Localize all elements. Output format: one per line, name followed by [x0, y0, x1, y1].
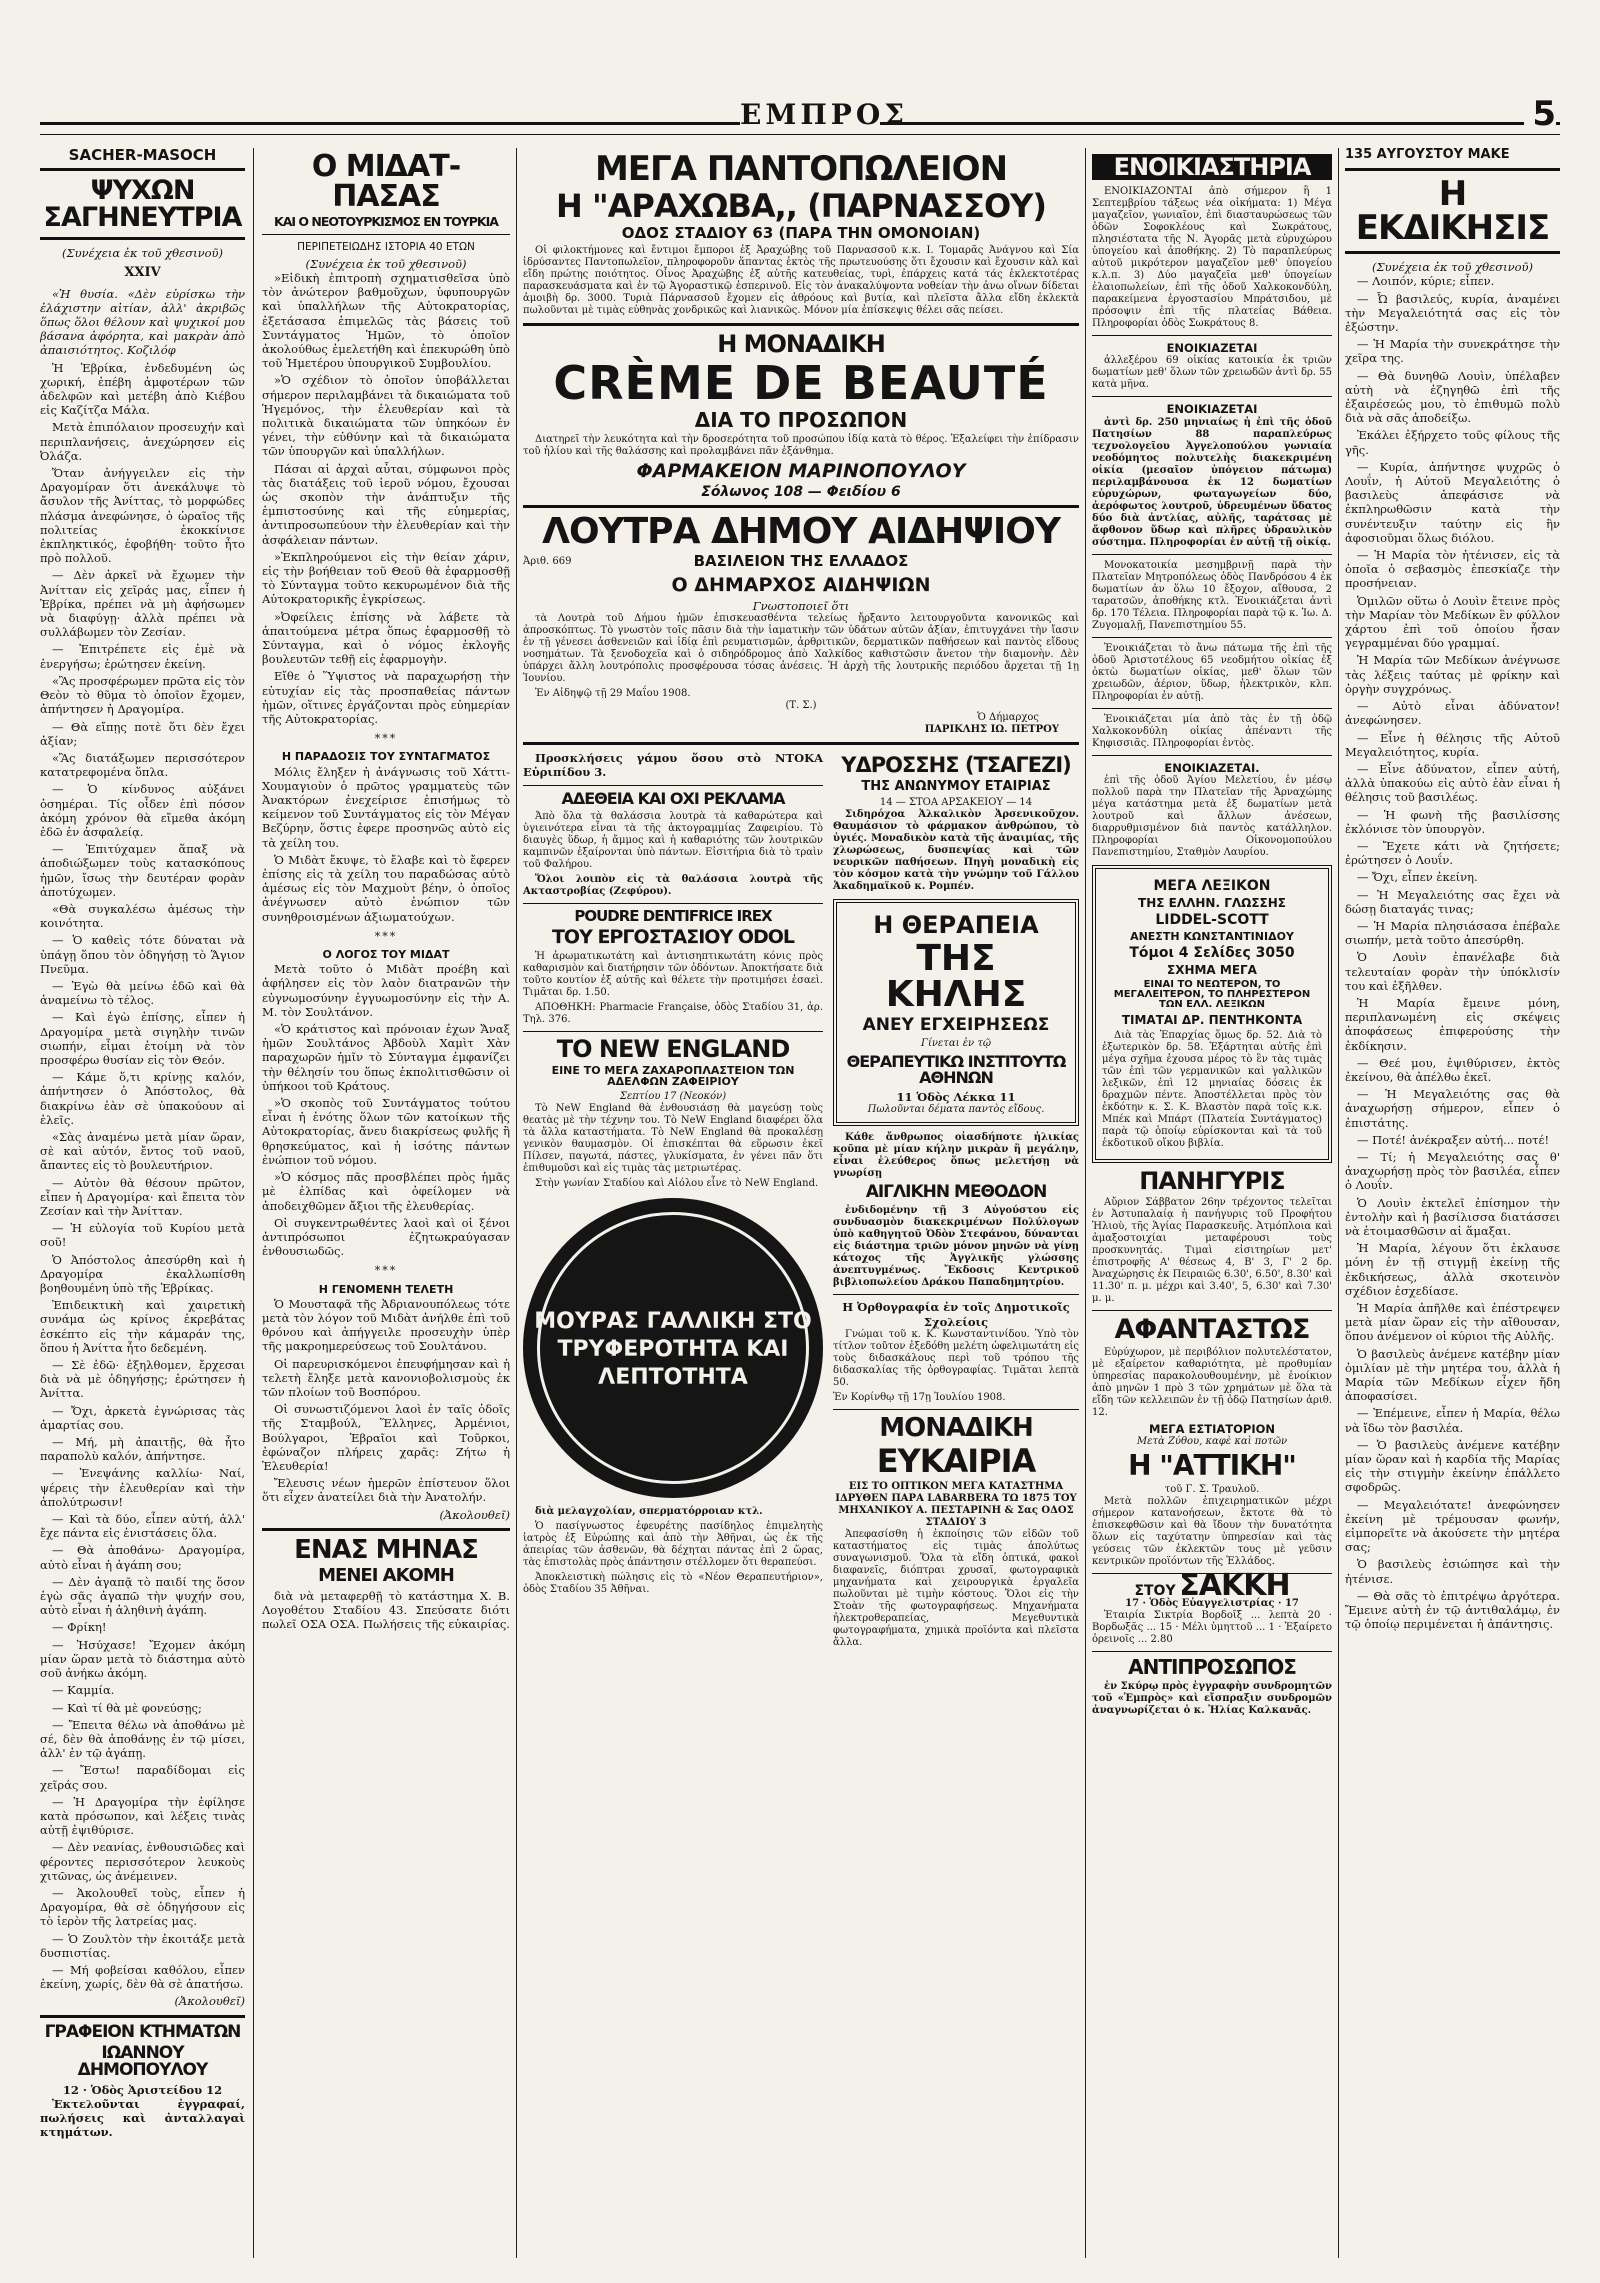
- ad-title: ΑΝΤΙΠΡΟΣΩΠΟΣ: [1128, 1655, 1296, 1680]
- paragraph: — Ἡ Μεγαλειότης σας θὰ ἀναχωρήσῃ σήμερον, εἶπεν ὁ ἐπιστάτης.: [1345, 1087, 1560, 1130]
- paragraph: — Ἐπέμεινε, εἶπεν ἡ Μαρία, θέλω νὰ ἴδω τὸν βασιλέα.: [1345, 1406, 1560, 1435]
- paragraph: — Καὶ τὰ δύο, εἶπεν αὐτή, ἀλλ' ἔχε πάντα εἰς ἐνιστάσεις ὅλα.: [40, 1512, 245, 1541]
- ad-text: τὰ Λουτρὰ τοῦ Δήμου ἡμῶν ἐπισκευασθέντα τελείως ἤρξαντο λειτουργοῦντα κανονικῶς καὶ ἀπροσκόπτως. Τὸ γνωστὸν τοῖς πᾶσιν διὰ τὴν ἰαματικὴν τῶν ὑδάτων αὐτῶν ἀξίαν, ἐπιτυγχάνει τὴν ἴασιν ἐν τῇ γένεσει ἀσθενειῶν καὶ ἰδίᾳ ἐπὶ ρευματισμῶν, ἀρθριτικῶν, δερματικῶν παθήσεων καὶ παντὸς εἴδους νοσημάτων. Τὰ ξενοδοχεῖα καὶ ὁ σιδηρόδρομος ἀπὸ Χαλκίδος καθιστῶσιν ἄνετον τὴν διαμονὴν. Δὲν ὑπάρχει ἄλλη λουτρόπολις προσφέρουσα τόσας ἀνέσεις. Ἡ ἀρχὴ τῆς λουτρικῆς περιόδου ἄρχεται τῇ 1ῃ Ἰουνίου.: [523, 613, 1079, 685]
- column-divider: [1085, 148, 1086, 2258]
- article-kicker: ΠΕΡΙΠΕΤΕΙΩΔΗΣ ΙΣΤΟΡΙΑ 40 ΕΤΩΝ: [297, 240, 475, 253]
- paragraph: Μετὰ τοῦτο ὁ Μιδὰτ προέβη καὶ ἀφήλησεν εἰς τὸν λαὸν διατρανῶν τὴν εὐγνωμοσύνην ἐγγυωμοσύνην εἰς τὴν Α. Μ. τὸν Σουλτάνον.: [262, 962, 510, 1019]
- ad-text: Μετὰ πολλῶν ἐπιχειρηματικῶν μέχρι σήμερον κατανοήσεων, ἔκτοτε θὰ τὸ ἐπισκεφθῶσιν καὶ θὰ ἴδουν τὴν δυνατότητα ὅλων εἰς ταχύτατην ὑπηρεσίαν καὶ τὰς γεύσεις τῶν ἐκλεκτῶν τους μὲ γεῦσιν κεντρικῶν προϊόντων τῆς Ἑλλάδος.: [1092, 1496, 1332, 1568]
- paragraph: Ἡ Μαρία τῶν Μεδίκων ἀνέγνωσε τὰς λέξεις ταύτας μὲ φρίκην καὶ ὀργὴν συγχρόνως.: [1345, 653, 1560, 696]
- paragraph: — Καὶ τί θὰ μὲ φονεύσῃς;: [52, 1700, 202, 1715]
- paragraph: »Ὁ σκοπὸς τοῦ Συντάγματος τούτου εἶναι ἡ ἑνότης ὅλων τῶν κατοίκων τῆς Αὐτοκρατορίας, ἄνευ διακρίσεως φυλῆς ἢ θρησκεύματος, καὶ ἡ ἰσότης πάντων ἐνώπιον τοῦ νόμου.: [262, 1096, 510, 1167]
- ad-by: ΑΝΕΣΤΗ ΚΩΝΣΤΑΝΤΙΝΙΔΟΥ: [1130, 929, 1294, 943]
- paragraph: — Ἀκολουθεῖ τοὺς, εἶπεν ἡ Δραγομίρα, θὰ σὲ ὁδηγήσουν εἰς τὸ ἱερὸν τῆς λατρείας μας.: [40, 1885, 245, 1929]
- ad-number: Ἀριθ. 669: [523, 556, 572, 567]
- column-midhat-pasha: [262, 148, 510, 2258]
- paragraph: Ἡ Μαρία ἔμεινε μόνη, περιπλανωμένη εἰς σκέψεις ἀποφάσεως ἐπιφερούσης τὴν ἐκδίκησιν.: [1345, 995, 1560, 1053]
- ad-title: ΕΝΟΙΚΙΑΖΕΤΑΙ: [1166, 341, 1258, 356]
- column-divider: [253, 148, 254, 2258]
- masthead: [40, 94, 1560, 142]
- ad-title: ΤΗΣ ΚΗΛΗΣ: [885, 938, 1027, 1016]
- divider: [833, 1409, 1079, 1410]
- ad-title: ΓΡΑΦΕΙΟΝ ΚΤΗΜΑΤΩΝ: [44, 2021, 241, 2042]
- paragraph: — Φρίκη!: [52, 1620, 107, 1635]
- ad-pre: ΜΕΓΑ ΕΣΤΙΑΤΟΡΙΟΝ: [1149, 1421, 1275, 1436]
- paragraph: — Ἔχετε κάτι νὰ ζητήσετε; ἐρώτησεν ὁ Λουΐν.: [1345, 838, 1560, 868]
- divider: [1092, 708, 1332, 709]
- ad-text: Σιδηρόχοα Ἀλκαλικὸν Ἀρσενικοῦχον. Θαυμάσιον τὸ φάρμακον ἀνθρώπου, τὸ ὑγιές. Μοναδικὸν κατὰ τῆς ἀναιμίας, τῆς χλωρώσεως, δυσπεψίας καὶ τῶν νευρικῶν παθήσεων. Πηγὴ μοναδικὴ εἰς τὸν κόσμον κατὰ τὴν γνώμην τοῦ Γάλλου Ἀκαδημαϊκοῦ κ. Ρομπέν.: [833, 809, 1079, 893]
- article-title: Ο ΜΙΔΑΤ-ΠΑΣΑΣ: [311, 149, 461, 214]
- paragraph: — Ἡ Μαρία τὸν ἠτένισεν, εἰς τὰ ὁποῖα ὁ σεβασμὸς ἐπεσκίαζε τὴν προσήνειαν.: [1345, 548, 1560, 591]
- ad-address: 14 — ΣΤΟΑ ΑΡΣΑΚΕΙΟΥ — 14: [879, 797, 1033, 809]
- section-heading: Η ΓΕΝΟΜΕΝΗ ΤΕΛΕΤΗ: [318, 1282, 454, 1296]
- paragraph: — Δὲν ἀρκεῖ νὰ ἔχωμεν τὴν Ἀνίτταν εἰς χεῖράς μας, εἶπεν ἡ Ἐβρίκα, πρέπει νὰ μὴ ἀφήσωμεν νὰ διαφύγῃ· ἀλλὰ πρέπει νὰ συλλάβωμεν τὸν Ζεσίαν.: [40, 568, 245, 640]
- ad-title: ΕΝΑΣ ΜΗΝΑΣ: [294, 1534, 478, 1565]
- ad-title: ΕΝΟΙΚΙΑΖΕΤΑΙ: [1166, 402, 1258, 417]
- divider: [523, 1031, 823, 1032]
- ad-creme-de-beaute: [523, 332, 1079, 499]
- divider: [40, 2015, 245, 2018]
- paragraph: — Τί; ἡ Μεγαλειότης σας θ' ἀναχωρήσῃ πρὸς τὸν βασιλέα, εἶπεν ὁ Λουΐν.: [1345, 1149, 1560, 1193]
- paragraph: — Δὲν νεανίας, ἐνθουσιῶδες καὶ φέροντες περισσότερον λευκοὺς χιτῶνας, ὡς ἀνέμεινεν.: [40, 1840, 245, 1883]
- ad-name: ΙΩΑΝΝΟΥ ΔΗΜΟΠΟΥΛΟΥ: [77, 2042, 208, 2080]
- newspaper-title: ΕΜΠΡΟΣ: [740, 98, 909, 131]
- divider: [1092, 554, 1332, 555]
- ad-text: Τὸ NeW England θὰ ἐνθουσιάσῃ θὰ μαγεύσῃ τοὺς θεατὰς μὲ τὴν τέχνην του. Τὸ NeW England διαφέρει ὅλα τὰ ἄλλα καταστήματα. Τὸ NeW England θὰ προκαλέσῃ γενικὸν θαυμασμὸν. Οἱ ἐπισκέπται θὰ εὕρωσιν ἐκεῖ Πίλσεν, παγωτά, πάστες, γλυκίσματα, ἐν γένει πᾶν ὅτι ἐπιθυμοῦσι καὶ εἰς τιμὰς τὰς μετριωτέρας.: [523, 1102, 823, 1174]
- ad-arachova: [523, 149, 1079, 317]
- classifieds-title: ΕΝΟΙΚΙΑΣΤΗΡΙΑ: [1113, 153, 1311, 181]
- continuation-note: (Συνέχεια ἐκ τοῦ χθεσινοῦ): [1372, 260, 1533, 275]
- paragraph: Οἱ παρευρισκόμενοι ἐπευφήμησαν καὶ ἡ τελετὴ ἔληξε μετὰ κανονιοβολισμοὺς ἐκ τῶν πλοίων τοῦ Βοσπόρου.: [262, 1356, 510, 1399]
- ad-shop: ΦΑΡΜΑΚΕΙΟΝ ΜΑΡΙΝΟΠΟΥΛΟΥ: [636, 460, 966, 482]
- divider: [1092, 335, 1332, 336]
- continued-note: (Ἀκολουθεῖ): [174, 1994, 245, 2009]
- paragraph: — Ἐνεψάνης καλλίω· Ναί, ψέρεις τὴν ἐλευθερίαν καὶ τὴν ἀπολύτρωσιν!: [40, 1466, 245, 1509]
- paragraph: — Ἐπιτρέπετε εἰς ἐμὲ νὰ ἐνεργήσω; ἐρώτησεν ἐκείνη.: [40, 642, 245, 671]
- novel-author: SACHER-MASOCH: [68, 148, 217, 164]
- ad-subtitle: ΜΕΝΕΙ ΑΚΟΜΗ: [318, 1564, 454, 1586]
- ad-text: Ἐκτελοῦνται ἐγγραφαί, πωλήσεις καὶ ἀνταλλαγαὶ κτημάτων.: [40, 2096, 245, 2140]
- paragraph: Μετὰ ἐπιπόλαιον προσευχήν καὶ περιπλανήσεις, ἀνεχώρησεν εἰς Ὀλάζα.: [40, 420, 245, 463]
- ad-text: Ἐνοικιάζεται τὸ ἄνω πάτωμα τῆς ἐπὶ τῆς ὁδοῦ Ἀριστοτέλους 65 νεοδμήτου οἰκίας ἐξ ὀκτὼ δωματίων οἰκίας, μεθ' ὅλων τῶν χρειωδῶν, ἀέριον, ὕδωρ, ἠλεκτρικὸν, κλπ. Πληροφορίαι ἐν αὐτῇ.: [1092, 642, 1332, 702]
- ad-signer: ΠΑΡΙΚΛΗΣ ΙΩ. ΠΕΤΡΟΥ: [924, 724, 1059, 736]
- paragraph: — Θὰ δυνηθῶ Λουὶν, ὑπέλαβεν αὐτὴ νὰ ἐζηγηθῶ ἐπὶ τῆς ἐξαιρέσεώς μου, τὸ ἐπιθυμῶ πολὺ διὰ νὰ σᾶς ἀποδείξω.: [1345, 368, 1560, 426]
- paragraph: — Θὰ εἴπῃς ποτὲ ὅτι δὲν ἔχει ἀξίαν;: [40, 719, 245, 748]
- ad-date: Ἐν Κορίνθῳ τῇ 17ῃ Ἰουλίου 1908.: [833, 1391, 1006, 1403]
- paragraph: — Ἐγὼ θὰ μείνω ἐδῶ καὶ θὰ ἀναμείνω τὸ τέλος.: [40, 978, 245, 1008]
- ad-seal: (Τ. Σ.): [785, 700, 817, 712]
- divider: [40, 168, 245, 171]
- paragraph: — Ποτέ! ἀνέκραξεν αὐτή... ποτέ!: [1357, 1132, 1550, 1147]
- column-serial-revenge: [1345, 148, 1560, 2258]
- novel-author: 135 ΑΥΓΟΥΣΤΟΥ ΜΑΚΕ: [1345, 148, 1510, 162]
- ad-text: Οἱ φιλοκτήμονες καὶ ἔντιμοι ἔμποροι ἐξ Ἀραχώβης τοῦ Παρνασσοῦ κ.κ. Ι. Τομαρᾶς Ἀνάγνου καὶ Σία ἱδρύσαντες Παντοπωλεῖον, πληροφοροῦν ἅπαντας ἐκτὸς τῆς πρωτευούσης ὅτι ἔχουσιν καὶ ἔχουσιν κὰλ καὶ εἴδη πρώτης ποιότητος. Οἶνος Ἀραχώβης ἐξ αὐτῆς κατευθείας, τυρὶ, ἐπάρχεις κατά τάς ἐκλεκτοτέρας παρασκευάσματα καὶ ἐν τῷ Ἀγοραστικῷ ἑσπερινοῦ. Εἰς τὸν ἀνακαλύψοντα νοθείαν τὴν ἀνω οἴνων δίδεται ἀμοιβὴ δρ. 3000. Τυριὰ Πάρνασσοῦ ἔχομεν εἰς ἀθρόους καὶ βυτία, καὶ πλεῖστα ἄλλα εἴδη ἐκλεκτὰ πωλοῦνται μὲ τιμὰς εὐθηνὰς χονδρικῶς καὶ λιανικῶς. Μόνον μία ἐπίσκεψις θέλει σᾶς πείσει.: [523, 245, 1079, 316]
- ad-claim: ΕΙΝΑΙ ΤΟ ΝΕΩΤΕΡΟΝ, ΤΟ ΜΕΓΑΛΕΙΤΕΡΟΝ, ΤΟ ΠΛΗΡΕΣΤΕΡΟΝ ΤΩΝ ΕΛΛ. ΛΕΞΙΚΩΝ: [1113, 978, 1311, 1010]
- ad-text: ἐπὶ τῆς ὁδοῦ Ἀγίου Μελετίου, ἐν μέσῳ πολλοῦ παρὰ την Πλατεῖαν τῆς Ἀρναχώμης μέγα κατάστημα μετὰ ἐξ δωματίων μετὰ λουτροῦ καὶ ἄλλων ἀνέσεων, διαρρυθμισμένον διὰ παντὸς κατάλληλον. Πληροφορίαι Οἰκονομοπούλου Πανεπιστημίου, Σταθμὸν Λαυρίου.: [1092, 774, 1332, 858]
- seal-text: ΜΟΥΡΑΣ ΓΑΛΛΙΚΗ ΣΤΟ ΤΡΥΦΕΡΟΤΗΤΑ ΚΑΙ ΛΕΠΤΟΤΗΤΑ: [534, 1308, 812, 1390]
- column-divider: [516, 148, 517, 2258]
- ad-right-column: [833, 751, 1079, 1652]
- ad-note: Γίνεται ἐν τῷ: [921, 1038, 991, 1050]
- paragraph: Ὅταν ἀνήγγειλεν εἰς τὴν Δραγομίραν ὅτι ἀνεκάλυψε τὸ ἄσυλον τῆς Ἀνίττας, τὸ μορφώδες πλάσμα ἀνεφώνησε, ὁ ὡραῖος τῆς πολιτείας ἐκοκκίνισε ἐκπληκτικός, ἐφοβήθη· τοῦτο ἦτο πρὸ πολλοῦ.: [40, 466, 245, 566]
- paragraph: — Ὄχι, ἀρκετὰ ἐγνώρισας τὰς ἁμαρτίας σου.: [40, 1403, 245, 1432]
- ad-text: ἐνδιδομένην τῇ 3 Αὐγούστου εἰς συνδυασμὸν διακεκριμένων Πολύλογων ὑπὸ καθηγητοῦ Ὀδὸν Στεφάνου, δύνανται εἰς διάστημα τριῶν μόνον μηνῶν νὰ γίνῃ κάτοχος τῆς Ἀγγλικῆς γλώσσης ἀνεπτυγμένως. Ἔκδοσις Κεντρικοῦ βιβλιοπωλείου Δράκου Παπαδημητρίου.: [833, 1205, 1079, 1289]
- paragraph: Ὁ Μουσταφᾶ τῆς Ἀδριανουπόλεως τότε μετὰ τὸν λόγον τοῦ Μιδὰτ ἀνήλθε ἐπὶ τοῦ θρόνου καὶ ἀπήγγειλε προσευχὴν ὑπὲρ τῆς μακροημερεύσεως τοῦ Σουλτάνου.: [262, 1296, 510, 1354]
- continuation-note: (Συνέχεια ἐκ τοῦ χθεσινοῦ): [305, 256, 467, 271]
- paragraph: «Ἂς προσφέρωμεν πρῶτα εἰς τὸν Θεὸν τὸ θῦμα τὸ ὁποῖον ἔχομεν, ἀπήντησεν ἡ Δραγομίρα.: [40, 673, 245, 717]
- paragraph: »Ὁ κόσμος πᾶς προσβλέπει πρὸς ἡμᾶς μὲ ἐλπίδας καὶ ὀφείλομεν νὰ ἀποδειχθῶμεν ἄξιοι τῆς ἐλευθερίας.: [262, 1170, 510, 1213]
- paragraph: — Εἶνε ἡ θέλησις τῆς Αὐτοῦ Μεγαλειότητος, κυρία.: [1345, 730, 1560, 759]
- paragraph: — Μεγαλειότατε! ἀνεφώνησεν ἐκείνη μὲ τρέμουσαν φωνήν, εἰμπορεῖτε νὰ ἀκούσετε τὴν μητέρα σας;: [1345, 1497, 1560, 1555]
- article-subtitle: ΚΑΙ Ο ΝΕΟΤΟΥΡΚΙΣΜΟΣ ΕΝ ΤΟΥΡΚΙΑ: [274, 214, 498, 229]
- continuation-note: (Συνέχεια ἐκ τοῦ χθεσινοῦ): [62, 246, 223, 261]
- paragraph: — Κάμε ὅ,τι κρίνῃς καλόν, ἀπήντησεν ὁ Ἀπόστολος, θὰ διακρίνω ἐὰν σὲ ὑπακούουν αἱ ἐλεῖς.: [40, 1070, 245, 1127]
- ad-subtitle: ΤΟΥ ΕΡΓΟΣΤΑΣΙΟΥ ODOL: [551, 925, 795, 948]
- ad-signer-title: Ὁ Δήμαρχος: [977, 712, 1039, 724]
- ad-authors: LIDDEL-SCOTT: [1155, 911, 1269, 928]
- column-serial-novel: [40, 148, 245, 2258]
- ad-institute: ΘΕΡΑΠΕΥΤΙΚΩ ΙΝΣΤΙΤΟΥΤΩ ΑΘΗΝΩΝ: [846, 1052, 1066, 1088]
- ad-caption: διὰ μελαγχολίαν, σπερματόρροιαν κτλ.: [535, 1505, 763, 1517]
- divider: [40, 237, 245, 240]
- divider: [523, 323, 1079, 326]
- ad-mayor: Ο ΔΗΜΑΡΧΟΣ ΑΙΔΗΨΙΩΝ: [671, 574, 931, 596]
- ad-product: CRÈME DE BEAUTÉ: [553, 356, 1049, 410]
- ad-subtitle: ΤΗΣ ΕΛΛΗΝ. ΓΛΩΣΣΗΣ: [1138, 895, 1286, 910]
- paragraph: Ὁ Ἀπόστολος ἀπεσύρθη καὶ ἡ Δραγομίρα ἐκαλλωπίσθη βοηθουμένη ὑπὸ τῆς Ἐβρίκας.: [40, 1252, 245, 1296]
- ad-pre: Η ΜΟΝΑΔΙΚΗ: [717, 330, 885, 358]
- ad-title: ΠΑΝΗΓΥΡΙΣ: [1139, 1166, 1285, 1195]
- paragraph: — Ὁ βασιλεὺς ἀνέμενε κατέβην μίαν ὥραν καὶ ἡ καρδία τῆς Μαρίας εἰς τὴν στιγμὴν ἐκείνην ἐπάλλετο σφοδρῶς.: [1345, 1437, 1560, 1495]
- paragraph: — Ἡ φωνὴ τῆς βασιλίσσης ἐκλόνισε τὸν ὑπουργὸν.: [1345, 807, 1560, 836]
- ad-note: Πωλοῦνται δέματα παντὸς εἴδους.: [867, 1104, 1045, 1116]
- paragraph: — Καὶ ἐγὼ ἐπίσης, εἶπεν ἡ Δραγομίρα μετὰ σιγηλὴν τινῶν σιωπήν, εἶμαι ἑτοίμη νὰ τὸν προσφέρω θυσίαν εἰς τὸν Θεόν.: [40, 1010, 245, 1067]
- paragraph: «Ἂς διατάξωμεν περισσότερον κατατρεφομένα ὅπλα.: [40, 750, 245, 780]
- ad-title: Η ΘΕΡΑΠΕΙΑ: [873, 911, 1039, 940]
- ad-title: ΕΥΚΑΙΡΙΑ: [876, 1441, 1036, 1480]
- ad-kingdom: ΒΑΣΙΛΕΙΟΝ ΤΗΣ ΕΛΛΑΔΟΣ: [693, 552, 909, 570]
- ad-address: Ἀποκλειστικὴ πώλησις εἰς τὸ «Νέον Θεραπευτήριον», ὁδὸς Σταδίου 35 Ἀθῆναι.: [523, 1571, 823, 1595]
- paragraph: »Εἰδικὴ ἐπιτροπὴ σχηματισθεῖσα ὑπὸ τὸν ἀνώτερον βαθμοῦχων, ὑφυπουργῶν καὶ ὑπαλλήλων τῆς Αὐτοκρατορίας, ἐξετάσασα ἐπιμελῶς τὰς βάσεις τοῦ Συντάγματος Ἡμῶν, τὸ ὁποῖον ἀκολούθως ἐμελετήθη καὶ ἐπεκυρώθη ὑπὸ τοῦ Ἡμετέρου ὑπουργικοῦ Συμβουλίου.: [262, 270, 510, 371]
- ad-aidipsos-baths: [523, 511, 1079, 736]
- ad-address: ΟΔΟΣ ΣΤΑΔΙΟΥ 63 (ΠΑΡΑ ΤΗΝ ΟΜΟΝΟΙΑΝ): [621, 224, 981, 242]
- paragraph: — Θεέ μου, ἐψιθύρισεν, ἐκτὸς ἐκείνου, θὰ ἀπέλθω ἐκεῖ.: [1345, 1055, 1560, 1084]
- ad-name: Η "ΑΤΤΙΚΗ": [1128, 1449, 1296, 1483]
- ad-subtitle: ΔΙΑ ΤΟ ΠΡΟΣΩΠΟΝ: [694, 408, 908, 432]
- ad-format: ΣΧΗΜΑ ΜΕΓΑ: [1167, 962, 1257, 977]
- paragraph: Ἡ Μαρία, λέγουν ὅτι ἐκλαυσε μόνη ἐν τῇ στιγμῇ ἐκείνῃ τῆς ἐκδικήσεως, ἀλλὰ σκοτεινὸν σχέδιον ἐσχεδίασε.: [1345, 1241, 1560, 1298]
- ad-title: TO NEW ENGLAND: [556, 1034, 790, 1063]
- divider: [1345, 251, 1560, 254]
- column-classifieds: [1092, 148, 1332, 2258]
- paragraph: «Σὰς ἀναμένω μετὰ μίαν ὥραν, σὲ καὶ αὐτόν, ἔντος τοῦ ναοῦ, ἄπαντες εἰς τὸ βουλευτήριον.: [40, 1129, 245, 1173]
- divider: [1092, 755, 1332, 756]
- paragraph: — Σὲ ἐδῶ· ἐξηλθομεν, ἔρχεσαι διὰ νὰ μὲ ὁδηγήσῃς; ἐρώτησεν ἡ Ἀνίττα.: [40, 1358, 245, 1401]
- paragraph: — Ἡ Μαρία τὴν συνεκράτησε τὴν χεῖρα της.: [1345, 337, 1560, 366]
- ad-address: 11 Ὁδὸς Λέκκα 11: [896, 1090, 1016, 1105]
- paragraph: — Θὰ ἀποθάνω· Δραγομίρα, αὐτὸ εἶναι ἡ ἀγάπη σου;: [40, 1543, 245, 1572]
- paragraph: »Ὁ σχέδιον τὸ ὁποῖον ὑποβάλλεται σήμερον περιλαμβάνει τὰ δικαιώματα τοῦ Ἡγεμόνος, τὴν ἐλευθερίαν καὶ τὰ πολιτικὰ δικαιώματα τῶν ὑπηκόων ἐν γένει, τὴν εὐθύνην καὶ τὰ δικαιώματα τῶν ὑπουργῶν καὶ ὑπαλλήλων.: [262, 373, 510, 459]
- ad-subtitle: Μετὰ Ζύθου, καφὲ καὶ ποτῶν: [1136, 1436, 1288, 1448]
- ad-text: Ὁ πασίγνωστος ἐφευρέτης πασίδηλος ἐπιμελητὴς ἰατρὸς ἐξ Εὐρώπης καὶ ἀπὸ τὴν Ἀθῆναι, ὡς ἐκ τῆς ἀπειρίας τῶν ἀσθενῶν, θὰ δέχηται πάντας ἐπὶ 2 ὥρας, τὰς ἐπιστολὰς πρὸς ἀπάντησιν στέλλομεν ὅτι θεραπεύσι.: [523, 1520, 823, 1568]
- ad-shop-address: Σόλωνος 108 — Φειδίου 6: [701, 484, 901, 500]
- ad-text: Ἡ ἀρωματικωτάτη καὶ ἀντισηπτικωτάτη κόνις πρὸς καθαρισμὸν καὶ διατήρησιν τῶν ὀδόντων. Ἀποκτήσατε διὰ τοῦτο κουτίον ἐξ αὐτῆς καὶ θέλετε τὴν προτιμήσει ἐσαεὶ. Τιμᾶται δρ. 1.50.: [523, 950, 823, 998]
- divider: [1092, 637, 1332, 638]
- ad-title: Η Ὀρθογραφία ἐν τοῖς Δημοτικοῖς Σχολείοις: [842, 1300, 1070, 1329]
- ad-text: ἀντὶ δρ. 250 μηνιαίως ἡ ἐπὶ τῆς ὁδοῦ Πατησίων 88 παραπλεύρως τεχνολογεῖου Ἀγγελοπούλου γωνιαία νεοδόμητος πολυτελὴς διακεκριμένη οἰκία (μεσαῖον ὑπόγειον πάτωμα) περιλαμβάνουσα ἐκ 12 δωματίων εὐρυχώρων, φωταγωγείων δύο, ἀερόφωτος λουτροῦ, ὑδρευμένων ὕδατος δύο διὰ ἀντλίας, αὐλῆς, ταράτσας μὲ ἄφθονον ὕδωρ καὶ πλῆρες ὑδραυλικὸν σύστημα. Πληροφορίαι ἐν αὐτῇ τῇ οἰκίᾳ.: [1092, 416, 1332, 548]
- paragraph: — Ὦ βασιλεύς, κυρία, ἀναμένει τὴν Μεγαλειότητά σας εἰς τὸν ἐξώστην.: [1345, 291, 1560, 335]
- ad-title: ΜΕΓΑ ΛΕΞΙΚΟΝ: [1153, 877, 1271, 894]
- ad-price: ΤΙΜΑΤΑΙ ΔΡ. ΠΕΝΤΗΚΟΝΤΑ: [1121, 1012, 1303, 1027]
- separator-stars: ***: [374, 929, 398, 943]
- separator-stars: ***: [374, 1264, 398, 1278]
- paragraph: — Ὄχι, εἶπεν ἐκείνη.: [1357, 870, 1478, 885]
- column-advertisements: [523, 148, 1079, 2258]
- page-number: 5: [1524, 94, 1556, 134]
- ad-text: Ἐταιρία Σικτρία Βορδοῖξ ... λεπτὰ 20 · Βορδωξᾶς ... 15 · Μέλι ὑμηττοῦ ... 1 · Ἐξαίρετο ὀρεινοῖς ... 2.80: [1092, 1610, 1332, 1646]
- ad-text: Ἐνοικιάζεται μία ἀπὸ τὰς ἐν τῇ ὁδῷ Χαλκοκονδύλη οἰκίας ἀπέναντι τῆς Κηφισσιᾶς. Πληροφορίαι ἐντὸς.: [1092, 713, 1332, 749]
- paragraph: Οἱ συνωστιζόμενοι λαοὶ ἐν ταῖς ὁδοῖς τῆς Σταμβούλ, Ἕλληνες, Ἀρμένιοι, Βούλγαροι, Ἑβραῖοι καὶ Τοῦρκοι, ἐφώναζον πλήρεις χαρᾶς: Ζήτω ἡ Ἐλευθερία!: [262, 1402, 510, 1473]
- paragraph: »Ἐκπληρούμενοι εἰς τὴν θείαν χάριν, εἰς τὴν βοήθειαν τοῦ Θεοῦ θὰ ἐφαρμοσθῇ τὸ Σύνταγμα τοῦτο κεκυρωμένον διὰ τῆς Αὐτοκρατορικῆς ἐγκρίσεως.: [262, 549, 510, 607]
- ad-text: Διατηρεῖ τὴν λευκότητα καὶ τὴν δροσερότητα τοῦ προσώπου ἰδίᾳ κατὰ τὸ θέρος. Ἐξαλείφει τὴν ἐπίδρασιν τοῦ ἡλίου καὶ τῆς θαλάσσης καὶ προλαμβάνει πᾶν ἐξάνθημα.: [523, 434, 1079, 457]
- paragraph: — Ὁ Ζουλτὸν τὴν ἐκοιτάξε μετὰ δυσπιστίας.: [40, 1931, 245, 1960]
- ad-text: Γνώμαι τοῦ κ. Κ. Κωνσταντινίδου. Ὑπὸ τὸν τίτλον τοῦτον ἐξεδόθη μελέτη ὠφελιμωτάτη εἰς τοὺς διδασκάλους περὶ τοῦ τρόπου τῆς διδασκαλίας τῆς ὀρθογραφίας. Τιμᾶται λεπτὰ 50.: [833, 1328, 1079, 1388]
- masthead-rule-thin: [40, 134, 1560, 135]
- ad-subtitle: ΑΝΕΥ ΕΓΧΕΙΡΗΣΕΩΣ: [862, 1015, 1050, 1036]
- novel-title: Η ΕΚΔΙΚΗΣΙΣ: [1355, 174, 1550, 249]
- ad-title: ΑΙΓΛΙΚΗΝ ΜΕΘΟΔΟΝ: [865, 1182, 1047, 1203]
- paragraph: — Ἡ Μαρία πλησιάσασα ἐπέβαλε σιωπήν, μετὰ τοῦτο ἀπεσύρθη.: [1345, 918, 1560, 948]
- ad-text: Κάθε ἄνθρωπος οἰασδήποτε ἡλικίας κοῦπα μὲ μίαν κήλην μικρὰν ἢ μεγάλην, εἶναι ἐλεύθερος ὅπως μελετήσῃ νὰ γνωρίσῃ: [833, 1132, 1079, 1180]
- paragraph: Ὁμιλῶν οὕτω ὁ Λουὶν ἔτεινε πρὸς τὴν Μαρίαν τὸν Μεδίκων ἓν φύλλον χάρτου ἐπὶ τοῦ ὁποίου ἦσαν γεγραμμέναι δύο γραμμαί.: [1345, 593, 1560, 651]
- divider: [1092, 396, 1332, 397]
- chapter-number: XXIV: [124, 265, 161, 281]
- paragraph: Ἡ Ἐβρίκα, ἐνδεδυμένη ὡς χωρική, ἐπέβη ἀμφοτέρων τῶν ἀδελφῶν καὶ μετέβη ἀπὸ Κιέβου εἰς Καζίτζα Μάλα.: [40, 360, 245, 418]
- paragraph: Εἴθε ὁ Ὕψιστος νὰ παραχωρήσῃ τὴν εὐτυχίαν εἰς τὰς προσπαθείας πάντων ἡμῶν, οἵτινες ἐργάζονται πρὸς εὐημερίαν τῆς Αὐτοκρατορίας.: [262, 669, 510, 726]
- paragraph: Μόλις ἔληξεν ἡ ἀνάγνωσις τοῦ Χάττι-Χουμαγιοὺν ὁ πρῶτος γραμματεὺς τῶν Ἀνακτόρων ἐνεχείρισε ἐπισήμως τὸ κείμενον τοῦ Συντάγματος εἰς τὸν Μέγαν Βεζύρην, ὅστις ἐφερε προσηνῶς αὐτὸ εἰς τὰ χείλη του.: [262, 764, 510, 850]
- ad-text: ἀλλεξέρου 69 οἰκίας κατοικία ἐκ τριῶν δωματίων μεθ' ὅλων τῶν χρειωδῶν ἀντὶ δρ. 55 κατὰ μῆνα.: [1092, 355, 1332, 391]
- ad-text: ἐν Σκύρῳ πρὸς ἐγγραφὴν συνδρομητῶν τοῦ «Ἐμπρὸς» καὶ εἴσπραξιν συνδρομῶν ἀναγνωρίζεται ὁ κ. Ἠλίας Καλκανᾶς.: [1092, 1681, 1332, 1717]
- divider: [262, 234, 510, 235]
- ad-date: Σεπτίου 17 (Νεοκόν): [619, 1090, 727, 1102]
- paragraph: Ὁ Λουὶν ἐπανέλαβε διὰ τελευταίαν φορὰν τὴν ὑπόκλισίν του καὶ ἐξῆλθεν.: [1345, 950, 1560, 993]
- separator-stars: ***: [374, 732, 398, 746]
- paragraph: — Θὰ σᾶς τὸ ἐπιτρέψω ἀργότερα. Ἔμεινε αὐτὴ ἐν τῷ ἀντιθαλάμῳ, ἐν τῷ ὁποίῳ περιμένεται ἡ ἀπάντησις.: [1345, 1588, 1560, 1632]
- paragraph: — Λοιπόν, κύριε; εἶπεν.: [1357, 274, 1495, 289]
- ad-text: Εὐρύχωρον, μὲ περιβόλιον πολυτελέστατον, μὲ εξαίρετον καθαριότητα, μὲ προθυμίαν ὑπηρεσίας παρακολουθουμένην, μὲ ἐνοίκιον ἀπὸ μηνῶν 1 πρὸ 3 τῶν χρημάτων μὲ ὅλα τὰ εἴδη τῶν κελλειπῶν ἐν τῇ ὁδῷ Πατησίων ἀριθ. 12.: [1092, 1346, 1332, 1418]
- ad-lexicon-box: [1092, 865, 1332, 1163]
- divider: [1092, 1310, 1332, 1311]
- paragraph: — Ἡ εὐλογία τοῦ Κυρίου μετὰ σοῦ!: [40, 1221, 245, 1250]
- ad-headline: ΜΕΓΑ ΠΑΝΤΟΠΩΛΕΙΟΝ: [594, 149, 1008, 189]
- paragraph: Οἱ συγκεντρωθέντες λαοὶ καὶ οἱ ξένοι ἀντιπρόσωποι ἐζητωκραύγασαν ἐνθουσιωδῶς.: [262, 1215, 510, 1259]
- paragraph: Ὁ Λουὶν ἐκτελεῖ ἐπίσημον τὴν ἐντολὴν καὶ ἡ βασίλισσα διατάσσει νὰ ἑτοιμασθῶσιν αἱ ἅμαξαι.: [1345, 1195, 1560, 1238]
- ad-text: ΕΝΟΙΚΙΑΖΟΝΤΑΙ ἀπὸ σήμερον ἢ 1 Σεπτεμβρίου τάξεως νέα οἰκήματα: 1) Μέγα μαγαζεῖον, γωνιαῖον, ἐπὶ διασταυρώσεως τῶν ὁδῶν Σοφοκλέους καὶ Σωκράτους, πλησιέστατα τῆς Ν. Ἀγορᾶς μετὰ εὐρυχώρου ὑπογείου καὶ ἀποθήκης. 2) Τὸ παραπλεύρως αὐτοῦ μικρότερον μαγαζεῖον μεθ' ὑπογείου κ.λ.π. 3) Δύο μαγαζεῖα μεθ' ὑπογείων ἐλαιοπωλείων, ἐπὶ τῆς ὁδοῦ Χαλκοκονδύλη, παρακείμενα ἐργοστασίου Μπράτσιδου, μὲ πρόσοψιν ἐπὶ τῆς πλατείας Βάθεια. Πληροφορίαι ὁδὸς Σωκράτους 8.: [1092, 186, 1332, 330]
- ad-left-column: [523, 751, 823, 1652]
- ad-owner: τοῦ Γ. Σ. Τραυλοῦ.: [1164, 1484, 1260, 1496]
- paragraph: — Αὐτὸ εἶναι ἀδύνατον! ἀνεφώνησεν.: [1345, 699, 1560, 728]
- ad-name: Η "ΑΡΑΧΩΒΑ,, (ΠΑΡΝΑΣΣΟΥ): [556, 187, 1046, 225]
- novel-title: ΨΥΧΩΝ ΣΑΓΗΝΕΥΤΡΙΑ: [43, 175, 242, 234]
- paragraph: — Ἔστω! παραδίδομαι εἰς χεῖράς σου.: [40, 1763, 245, 1792]
- classifieds-header: [1092, 154, 1332, 180]
- paragraph: — Εἶνε ἀδύνατον, εἶπεν αὐτή, ἀλλὰ ὑπακούω εἰς αὐτὸ ἐὰν εἶναι ἡ θέλησις τοῦ βασιλέως.: [1345, 761, 1560, 805]
- divider: [523, 742, 1079, 745]
- paragraph: Ἐπιδεικτικὴ καὶ χαιρετικὴ συνάμα ὡς κρίνος ἐκρεβάτας ἐσκέπτο εἰς τὴν κάμαράν της, ὅπου ἡ Ἀνίττα ἦτο δεδεμένη.: [40, 1298, 245, 1355]
- ad-name: ΣΑΚΚΗ: [1179, 1568, 1290, 1604]
- ad-title: ΑΦΑΝΤΑΣΤΩΣ: [1114, 1313, 1310, 1345]
- divider: [523, 785, 823, 786]
- paragraph: — Αὐτὸν θὰ θέσουν πρῶτον, εἶπεν ἡ Δραγομίρα· καὶ ἔπειτα τὸν Ζεσίαν καὶ τὴν Ἀνίτταν.: [40, 1175, 245, 1218]
- paragraph: — Μή φοβείσαι καθόλου, εἶπεν ἐκείνη, χωρίς, δὲν θὰ σὲ ἀπατήσω.: [40, 1962, 245, 1992]
- ad-text: Αὔριον Σάββατον 26ην τρέχοντος τελεῖται ἐν Ἀστυπαλαίᾳ ἡ πανήγυρις τοῦ Προφήτου Ἠλιοὺ, τῆς Ἁγίας Παρασκευῆς. Ἀτμόπλοια καὶ ἀμαξοστοιχίαι μεταφέρουσι τοὺς προσκυνητάς. Τιμαὶ εἰσιτηρίων μετ' ἐπιστροφῆς Α' θέσεως 4, Β' 3, Γ' 2 δρ. Ἀναχώρησις ἐκ Πειραιῶς 6.30', 6.50', 8.30' καὶ 11.30' π. μ. μέχρι καὶ 3.40', 5, 6.30' καὶ 7.30' μ. μ.: [1092, 1196, 1332, 1304]
- paragraph: «Θὰ συγκαλέσω ἀμέσως τὴν κοινότητα.: [40, 901, 245, 931]
- column-divider: [1338, 148, 1339, 2258]
- section-heading: Ο ΛΟΓΟΣ ΤΟΥ ΜΙΔΑΤ: [322, 948, 450, 962]
- ad-footer: Στὴν γωνίαν Σταδίου καὶ Αἰόλου εἶνε τὸ NeW England.: [535, 1177, 819, 1189]
- ad-hernia-box: [833, 899, 1079, 1126]
- continued-note: (Ἀκολουθεῖ): [439, 1507, 510, 1522]
- seal-emblem: [523, 1198, 823, 1498]
- ad-title: ΕΝΟΙΚΙΑΖΕΤΑΙ.: [1164, 760, 1260, 775]
- ad-text: Διὰ τὰς Ἐπαρχίας ὅμως δρ. 52. Διὰ τὸ ἐξωτερικὸν δρ. 58. Ἑξάρτηται αὐτῆς ἐπὶ μέγα σχῆμα ἐχουσα μέρος τὸ ἓν τὰς τιμὰς τῶν ἐπὶ τῶν γερμανικῶν καὶ γαλλικῶν λεξικῶν, ἐπὶ 12 μηνιαίας δόσεις ἐκ δραχμῶν πέντε. Ἀποστέλλεται πρὸς τὸν ἐκδότην κ. Σ. Κ. Βλαστὸν παρὰ τοῖς κ.κ. Μπέκ καὶ Μπάρτ (Πλατεία Συντάγματος) παρὰ τῷ ὁποίῳ εὑρίσκονται καὶ τὰ τοῦ ἐκδοτικοῦ οἴκου βιβλία.: [1102, 1029, 1322, 1149]
- ad-pre: ΣΤΟΥ: [1134, 1583, 1176, 1600]
- ad-headline: ΛΟΥΤΡΑ ΔΗΜΟΥ ΑΙΔΗΨΙΟΥ: [542, 511, 1060, 552]
- paragraph: Ὁ βασιλεὺς ἐσιώπησε καὶ τὴν ἠτένισε.: [1345, 1557, 1560, 1586]
- paragraph: — Ἠσύχασε! Ἔχομεν ἀκόμη μίαν ὥραν μετὰ τὸ διάστημα αὐτὸ σοῦ ἀνήκω ἀκόμη.: [40, 1637, 245, 1681]
- ad-subtitle: ΕΙΣ ΤΟ ΟΠΤΙΚΟΝ ΜΕΓΑ ΚΑΤΑΣΤΗΜΑ ΙΔΡΥΘΕΝ ΠΑΡΑ LABARBERA ΤΩ 1875 ΤΟΥ ΜΗΧΑΝΙΚΟΥ Α. ΠΕΣΤΑΡΙΝΗ & Σας ΟΔΟΣ ΣΤΑΔΙΟΥ 3: [835, 1480, 1077, 1528]
- paragraph: — Καμμία.: [52, 1683, 115, 1698]
- ad-address: 17 · Ὁδὸς Εὐαγγελιστρίας · 17: [1125, 1598, 1299, 1610]
- ad-text: Ἀπὸ ὅλα τὰ θαλάσσια λουτρὰ τὰ καθαρώτερα καὶ ὑγιεινότερα εἶναι τὰ τῆς ἀκτογραμμίας Ζαφειρίου. Τὸ διαυγὲς ὕδωρ, ἡ ἄμμος καὶ ἡ καθαριότης τῶν λουτρικῶν καμπινῶν ἐξαίρονται ὑπὸ πάντων. Εἰσιτήρια διὰ τὸ τραὶν τοῦ Φαλήρου.: [523, 810, 823, 870]
- paragraph: — Ἐπιτύχαμεν ἅπαξ νὰ ἀποδιώξωμεν τοὺς κατασκόπους ἡμῶν, ἴσως τὴν δευτέραν φορὰν ἀποτύχωμεν.: [40, 842, 245, 899]
- paragraph: — Ἡ Δραγομίρα τὴν ἐφίλησε κατὰ πρόσωπον, καὶ λέξεις τινὰς αὐτῇ ἐψιθύρισε.: [40, 1794, 245, 1838]
- ad-date: Ἐν Αἰδηψῷ τῇ 29 Μαΐου 1908.: [535, 688, 691, 700]
- paragraph: — Κυρία, ἀπήντησε ψυχρῶς ὁ Λουΐν, ἡ Αὐτοῦ Μεγαλειότης ὁ βασιλεὺς ἀπεφάσισε νὰ ἐκπληρωθῶσιν κατὰ τὴν συνέντευξιν ταύτην εἰς ἣν ἀφοσιοῦμαι ὅλως διόλου.: [1345, 459, 1560, 545]
- paragraph: Ἔλευσις νέων ἡμερῶν ἐπίστευον ὅλοι ὅτι εἶχεν ἀνατείλει διὰ τὴν Ἀνατολήν.: [262, 1476, 510, 1505]
- paragraph: Ἡ Μαρία ἀπῆλθε καὶ ἐπέστρεψεν μετὰ μίαν ὥραν εἰς τὴν αἴθουσαν, ὅπου ἀνέμενον οἱ κύριοι τῆς Αὐλῆς.: [1345, 1301, 1560, 1344]
- paragraph: Ἐκάλει ἐξήρχετο τοῦς φίλους τῆς γῆς.: [1345, 428, 1560, 457]
- ad-title: ΑΔΕΘΕΙΑ ΚΑΙ ΟΧΙ ΡΕΚΛΑΜΑ: [561, 788, 785, 808]
- ad-text: Μονοκατοικία μεσημβρινῇ παρὰ τὴν Πλατεῖαν Μητροπόλεως ὁδὸς Πανδρόσου 4 ἐκ δωματίων ἀν ὅλω 10 ἔξοχον, αἴθουσα, 2 ταρατσῶν, ἀποθήκης κτλ. Ἐνοικιάζεται ἀντὶ δρ. 170 Τέλεια. Πληροφορίαι παρὰ τῷ κ. Ἰω. Δ. Ζυγομαλῇ, Πανεπιστημίου 55.: [1092, 559, 1332, 631]
- divider: [1345, 168, 1560, 171]
- epigraph: «Ἡ θυσία. «Δὲν εὑρίσκω τὴν ἐλάχιστην αἰτίαν, ἀλλ' ἀκριβῶς ὅπως ὅλοι θέλουν καὶ ψυχικοί μου βάσανα ἀφόρητα, καὶ μακρὰν ἀπὸ ἀπαισιότητος. Κοζιλόφ: [40, 286, 245, 358]
- ad-title: POUDRE DENTIFRICE IREX: [574, 906, 772, 925]
- ad-subtitle: ΕΙΝΕ ΤΟ ΜΕΓΑ ΖΑΧΑΡΟΠΛΑΣΤΕΙΟΝ ΤΩΝ ΑΔΕΛΦΩΝ ΖΑΦΕΙΡΙΟΥ: [551, 1063, 795, 1088]
- paragraph: — Ἡ Μεγαλειότης σας ἔχει νὰ δώσῃ διαταγάς τινας;: [1345, 887, 1560, 916]
- paragraph: Ὁ βασιλεὺς ἀνέμενε κατέβην μίαν ὁμιλίαν μὲ τὴν μητέρα του, ἀλλὰ ἡ Μαρία τῶν Μεδίκων εἶχεν ἤδη ἀποφασίσει.: [1345, 1346, 1560, 1404]
- ad-address: 12 · Ὁδὸς Ἀριστείδου 12: [62, 2082, 223, 2097]
- divider: [262, 1528, 510, 1531]
- paragraph: »Ὀφείλεις ἐπίσης νὰ λάβετε τὰ ἀπαιτούμενα μέτρα ὅπως ἐφαρμοσθῇ τὸ Σύνταγμα, καὶ ὁ νόμος ἐκλογῆς βουλευτῶν τεθῇ εἰς ἐφαρμογὴν.: [262, 609, 510, 667]
- paragraph: — Ὁ κίνδυνος αὐξάνει ὁσημέραι. Τίς οἶδεν ἐπὶ πόσον ἀκόμη χρόνον θὰ εἴμεθα ἀκόμη ἐδῶ ἐν ἀσφαλείᾳ.: [40, 782, 245, 839]
- paragraph: Πάσαι αἱ ἀρχαὶ αὗται, σύμφωνοι πρὸς τὰς διατάξεις τοῦ ἱεροῦ νόμου, ἔχουσαι ὡς σκοπὸν τὴν ἀνάπτυξιν τῆς ἐμπιστοσύνης καὶ τῆς εὐημερίας, ἀντιπροσωπεύουν τὴν ἐλευθερίαν καὶ τὴν ἀσφάλειαν πάντων.: [262, 461, 510, 547]
- divider: [1092, 1651, 1332, 1652]
- divider: [523, 505, 1079, 508]
- ad-title: ΜΟΝΑΔΙΚΗ: [879, 1412, 1033, 1443]
- paragraph: — Δὲν ἀγαπᾷ τὸ παιδί της ὅσον ἐγὼ σᾶς ἀγαπῶ τὴν ψυχήν σου, αὐτὸ εἶναι ἡ ἀληθινὴ ἀγάπη.: [40, 1574, 245, 1618]
- paragraph: — Ὁ καθεὶς τότε δύναται νὰ ὑπάγῃ ὅπου τὸν ὁδηγήσῃ τὸ Ἅγιον Πνεῦμα.: [40, 933, 245, 976]
- section-heading: Η ΠΑΡΑΔΟΣΙΣ ΤΟΥ ΣΥΝΤΑΓΜΑΤΟΣ: [281, 750, 491, 764]
- ad-title: ΥΔΡΟΣΣΗΣ (ΤΣΑΓΕΖΙ): [841, 753, 1071, 778]
- paragraph: «Ὁ κράτιστος καὶ πρόνοιαν ἐχων Ἄναξ ἡμῶν Σουλτάνος Ἀβδοὺλ Χαμὶτ Χὰν παραχωρῶν ἡμῖν τὸ Σύνταγμα ἐμφανίζει τὴν θέλησίν του ὅπως ἐκπολιτισθῶσιν οἱ ὑπήκοοι τοῦ Κράτους.: [262, 1022, 510, 1093]
- ad-split-area: [523, 751, 1079, 1652]
- divider: [523, 903, 823, 904]
- paragraph: — Μή, μὴ ἀπαιτῇς, θὰ ἦτο παραπολὺ καλόν, ἀπήντησε.: [40, 1435, 245, 1464]
- divider: [833, 1294, 1079, 1295]
- ad-footer: Ὅλοι λοιπὸν εἰς τὰ θαλάσσια λουτρὰ τῆς Ακταστροβίας (Ζεφύρου).: [523, 873, 823, 897]
- paragraph: — Ἔπειτα θέλω νὰ ἀποθάνω μὲ σέ, δὲν θὰ ἀποθάνῃς ἐν τῷ μίσει, ἀλλ' ἐν τῷ ἀγάπῃ.: [40, 1717, 245, 1761]
- ad-depot: ΑΠΟΘΗΚΗ: Pharmacie Française, ὁδὸς Σταδίου 31, ἀρ. Τηλ. 376.: [523, 1001, 823, 1025]
- ad-text: διὰ νὰ μεταφερθῇ τὸ κατάστημα Χ. Β. Λογοθέτου Σταδίου 43. Σπεύσατε διότι πωλεῖ ΟΣΑ ΟΣΑ. Πωλήσεις τῆς εὐκαιρίας.: [262, 1588, 510, 1632]
- ad-ntoka: Προσκλήσεις γάμου ὅσου στὸ ΝΤΟΚΑ Εὐριπίδου 3.: [523, 751, 823, 780]
- ad-notice: Γνωστοποιεῖ ὅτι: [752, 599, 850, 613]
- ad-pages: Τόμοι 4 Σελίδες 3050: [1129, 944, 1295, 961]
- paragraph: Ὁ Μιδὰτ ἔκυψε, τὸ ἔλαβε καὶ τὸ ἔφερεν ἐπίσης εἰς τὰ χείλη του παραδώσας αὐτὸ ἀμέσως εἰς τὸν Μαχμοὺτ βέην, ὁ ὁποῖος ἀνέγνωσεν αὐτὸ ἐνώπιον τῶν συνηθροισμένων ἀξιωματούχων.: [262, 852, 510, 924]
- ad-text: Ἀπεφασίσθη ἡ ἐκποίησις τῶν εἰδῶν τοῦ καταστήματος εἰς τιμὰς ἀπολύτως συναγωνισμοῦ. Ὅλα τὰ εἴδη ὀπτικά, φακοὶ διαφανεῖς, διόπτραι χρυσαῖ, φωτογραφικὰ μηχανήματα καὶ χειρουργικὰ ἐργαλεῖα πωλοῦνται μὲ τιμὴν κόστους. Ὅλοι εἰς τὴν Στοὰν τῆς φωτογραφήσεως. Μηχανήματα ἠλεκτροθεραπείας, Μεγεθυντικὰ φωτογραφήματα, χημικὰ προϊόντα καὶ πλεῖστα ἄλλα.: [833, 1528, 1079, 1648]
- ad-subtitle: ΤΗΣ ΑΝΩΝΥΜΟΥ ΕΤΑΙΡΙΑΣ: [861, 779, 1051, 795]
